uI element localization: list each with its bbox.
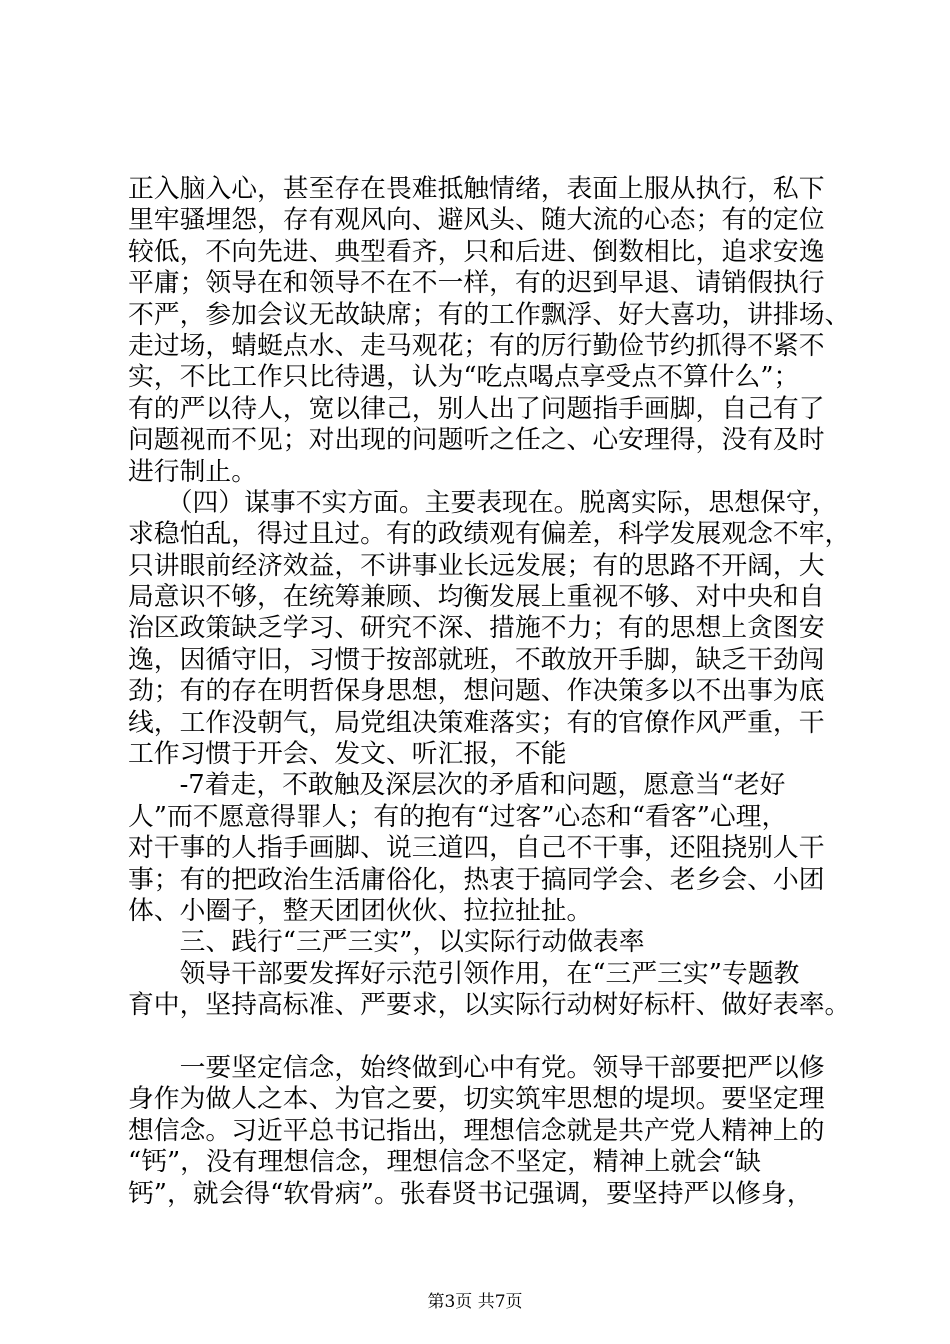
text-line: 只讲眼前经济效益，不讲事业长远发展；有的思路不开阔，大 [128, 550, 825, 581]
text-line: 平庸；领导在和领导不在不一样，有的迟到早退、请销假执行 [128, 268, 825, 299]
text-line: 领导干部要发挥好示范引领作用，在“三严三实”专题教 [128, 958, 800, 989]
text-line: 想信念。习近平总书记指出，理想信念就是共产党人精神上的 [128, 1115, 825, 1146]
text-line: 求稳怕乱，得过且过。有的政绩观有偏差，科学发展观念不牢， [128, 519, 851, 550]
text-line: 一要坚定信念，始终做到心中有党。领导干部要把严以修 [128, 1052, 825, 1083]
blank-line [128, 1022, 828, 1053]
text-line: 人”而不愿意得罪人；有的抱有“过客”心态和“看客”心理， [128, 801, 788, 832]
text-line: 问题视而不见；对出现的问题听之任之、心安理得，没有及时 [128, 425, 825, 456]
text-line: 局意识不够，在统筹兼顾、均衡发展上重视不够、对中央和自 [128, 582, 825, 613]
text-line: （四）谋事不实方面。主要表现在。脱离实际，思想保守， [128, 487, 838, 518]
text-line: 不严，参加会议无故缺席；有的工作飘浮、好大喜功，讲排场、 [128, 299, 851, 330]
text-line: 事；有的把政治生活庸俗化，热衷于搞同学会、老乡会、小团 [128, 864, 825, 895]
text-line: “钙”，没有理想信念，理想信念不坚定，精神上就会“缺 [128, 1147, 761, 1178]
text-line: 实，不比工作只比待遇，认为“吃点喝点享受点不算什么”； [128, 362, 800, 393]
text-line: 进行制止。 [128, 456, 257, 487]
page-footer: 第3页 共7页 [427, 1292, 523, 1312]
text-line: 有的严以待人，宽以律己，别人出了问题指手画脚，自己有了 [128, 393, 825, 424]
text-line: 身作为做人之本、为官之要，切实筑牢思想的堤坝。要坚定理 [128, 1084, 825, 1115]
text-line: 对干事的人指手画脚、说三道四，自己不干事，还阻挠别人干 [128, 833, 825, 864]
text-line: 育中，坚持高标准、严要求，以实际行动树好标杆、做好表率。 [128, 990, 851, 1021]
text-line: 治区政策缺乏学习、研究不深、措施不力；有的思想上贪图安 [128, 613, 825, 644]
text-line: 较低，不向先进、典型看齐，只和后进、倒数相比，追求安逸 [128, 236, 825, 267]
text-line: 线，工作没朝气，局党组决策难落实；有的官僚作风严重，干 [128, 707, 825, 738]
text-line: 三、践行“三严三实”，以实际行动做表率 [128, 927, 645, 958]
document-body [128, 174, 851, 1210]
text-line: -7着走，不敢触及深层次的矛盾和问题，愿意当“老好 [128, 770, 786, 801]
text-line: 体、小圈子，整天团团伙伙、拉拉扯扯。 [128, 895, 593, 926]
text-line: 逸，因循守旧，习惯于按部就班，不敢放开手脚，缺乏干劲闯 [128, 644, 825, 675]
text-line: 劲；有的存在明哲保身思想，想问题、作决策多以不出事为底 [128, 676, 825, 707]
text-line: 工作习惯于开会、发文、听汇报，不能 [128, 739, 567, 770]
text-line: 走过场，蜻蜓点水、走马观花；有的厉行勤俭节约抓得不紧不 [128, 330, 825, 361]
text-line: 里牢骚埋怨，存有观风向、避风头、随大流的心态；有的定位 [128, 205, 825, 236]
text-line: 钙”，就会得“软骨病”。张春贤书记强调，要坚持严以修身， [128, 1178, 813, 1209]
text-line: 正入脑入心，甚至存在畏难抵触情绪，表面上服从执行，私下 [128, 174, 825, 204]
